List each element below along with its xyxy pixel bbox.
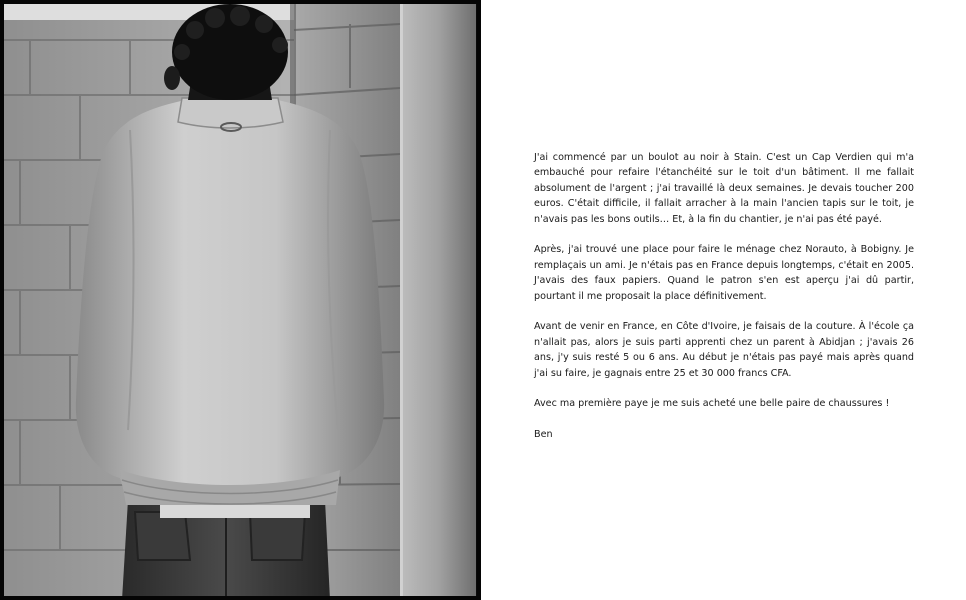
story-paragraph-1: J'ai commencé par un boulot au noir à Stain. C'est un Cap Verdien qui m'a embauché pour refaire l'étanchéité sur le toit d'un bâtiment. Il me fallait absolument de l'argent ; j'ai travaillé là deux semaines. Je devais toucher 200 euros. C'était difficile, il fallait arracher à la main l'ancien tapis sur le toit, je n'avais pas les bons outils… Et, à la fin du chantier, je n'ai pas été payé. — [534, 152, 914, 225]
story-text — [534, 150, 914, 458]
author-signature: Ben — [534, 429, 553, 441]
concrete-pillar — [400, 4, 476, 596]
story-paragraph-2: Après, j'ai trouvé une place pour faire le ménage chez Norauto, à Bobigny. Je remplaçais un ami. Je n'étais pas en France depuis longtemps, c'était en 2005. J'avais des faux papiers. Quand le patron s'en est aperçu j'ai dû partir, pourtant il me proposait la place définitivement. — [534, 244, 914, 302]
photo-illustration — [0, 0, 481, 600]
portrait-photo — [0, 0, 481, 600]
story-paragraph-4: Avec ma première paye je me suis acheté une belle paire de chaussures ! — [534, 398, 890, 410]
story-paragraph-3: Avant de venir en France, en Côte d'Ivoire, je faisais de la couture. À l'école ça n'allait pas, alors je suis parti apprenti chez un parent à Abidjan ; j'avais 26 ans, j'y suis resté 5 ou 6 ans. Au début je n'étais pas payé mais après quand j'ai su faire, je gagnais entre 25 et 30 000 francs CFA. — [534, 321, 914, 379]
